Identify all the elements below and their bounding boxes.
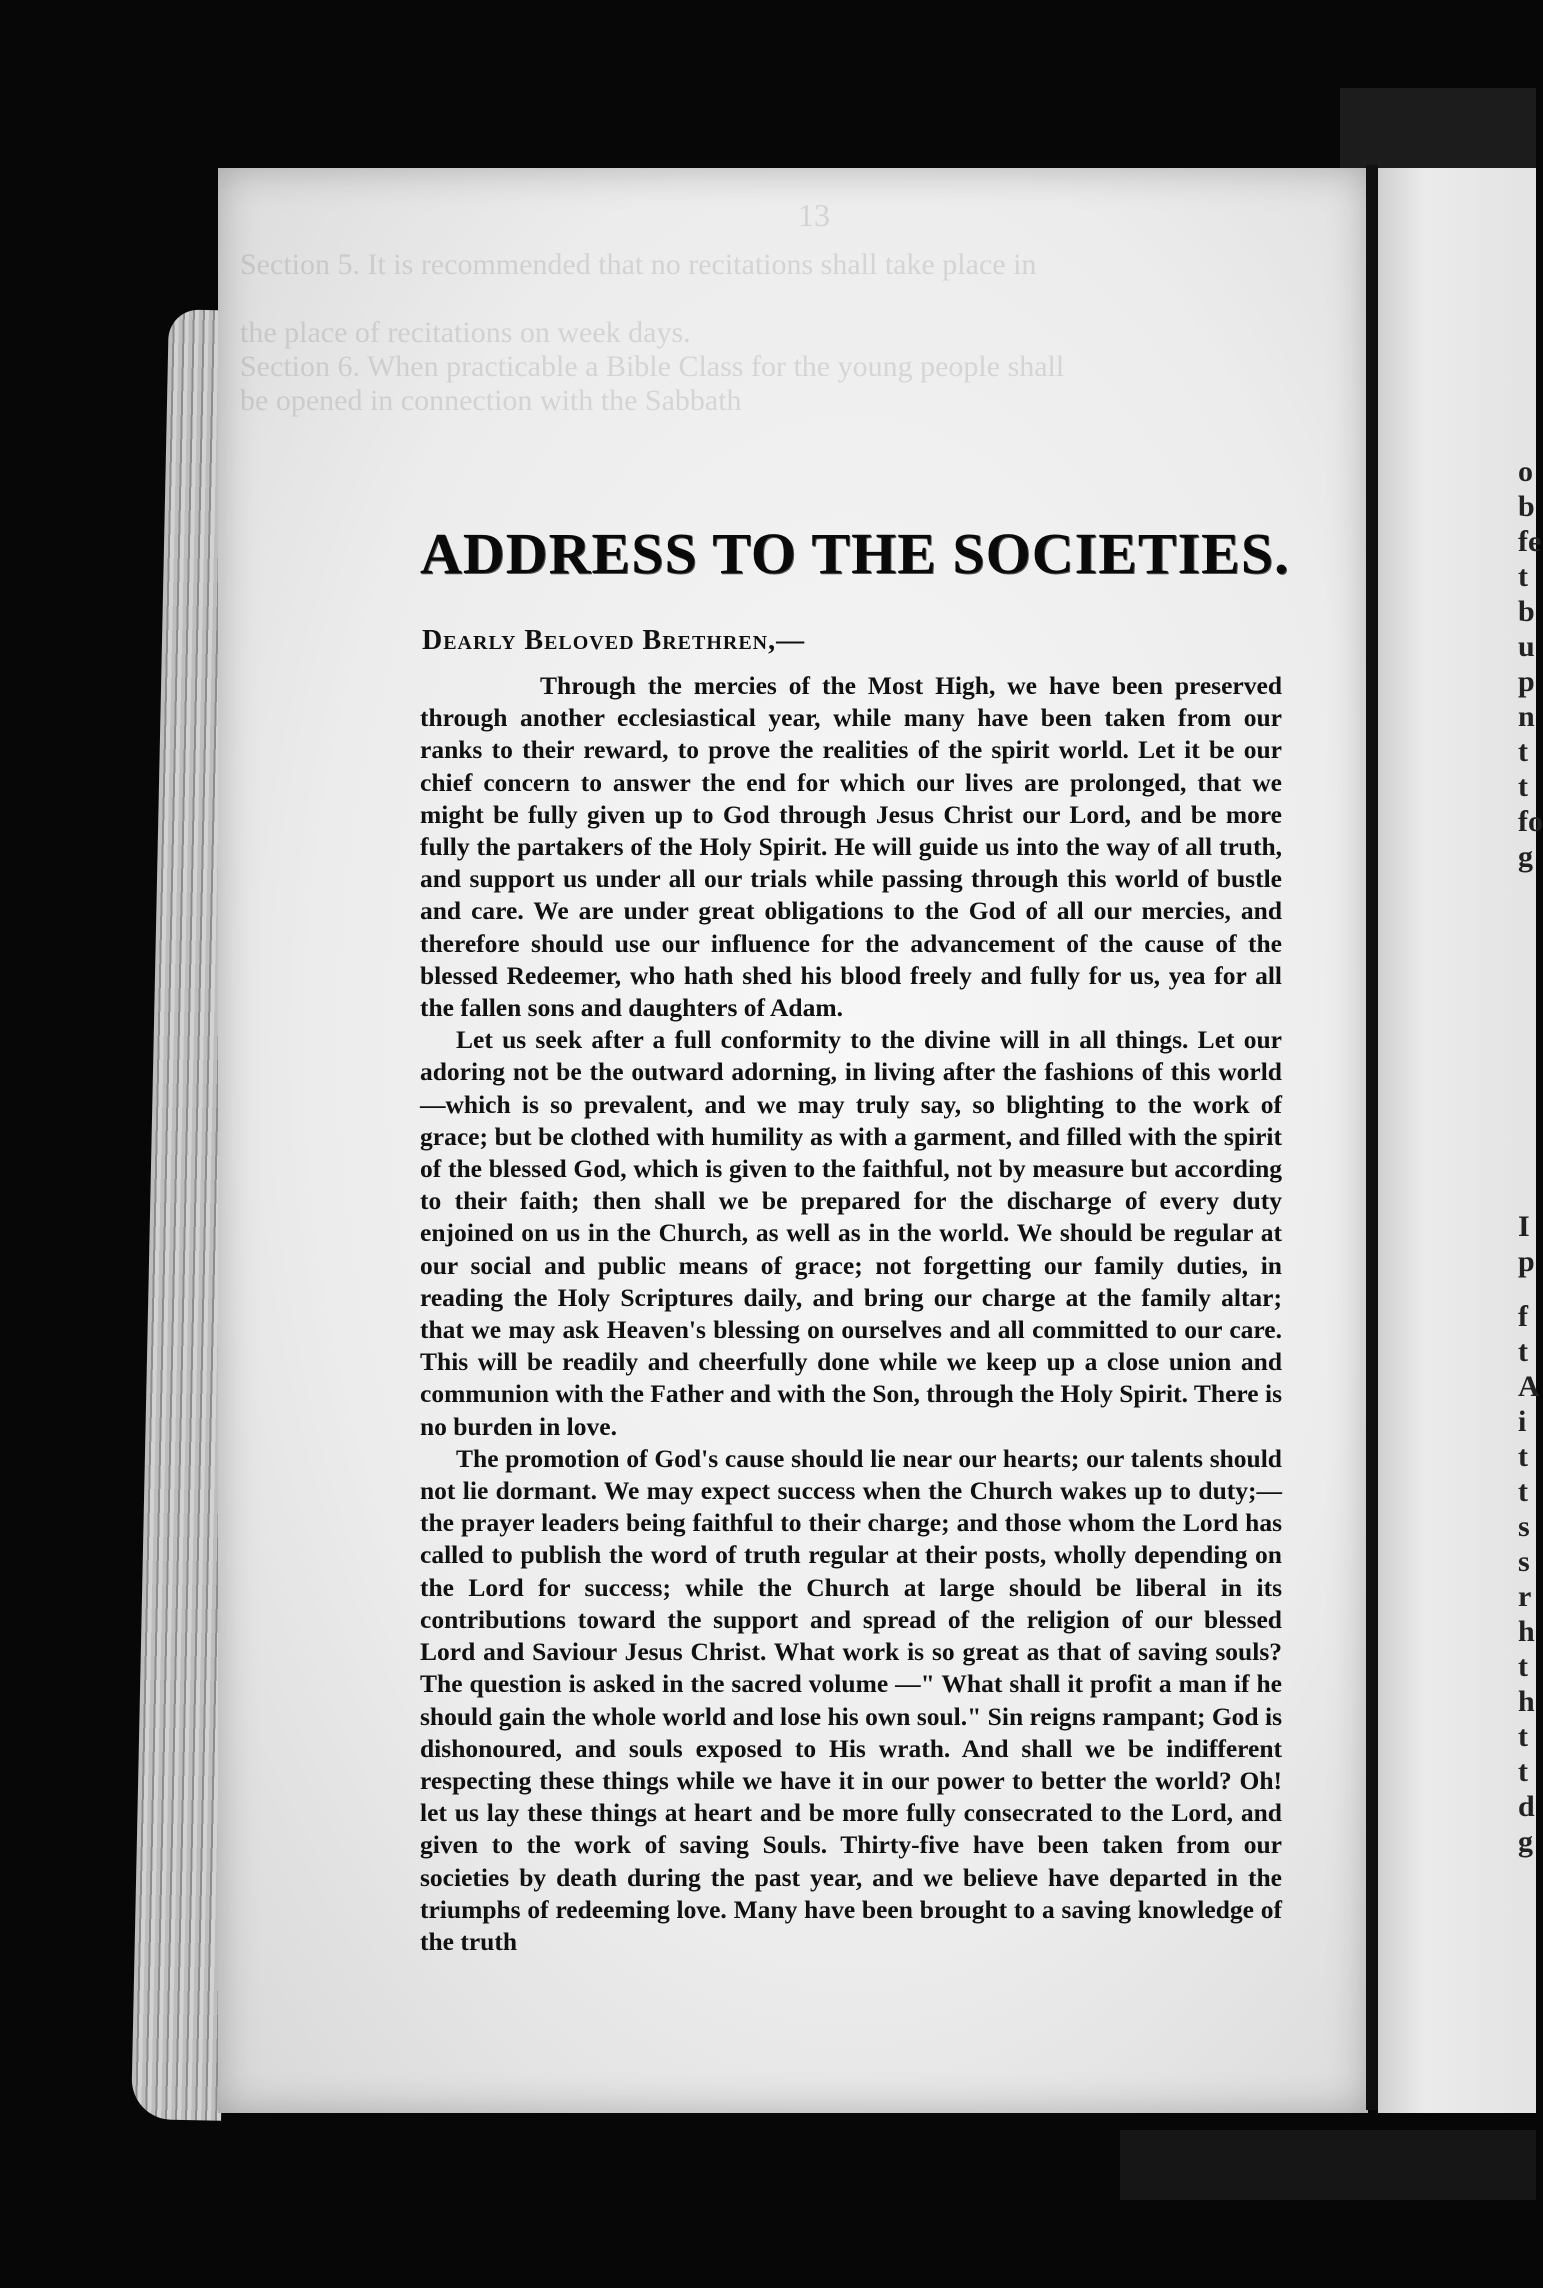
ghost-page-number: 13 <box>798 197 830 233</box>
facing-page-letter: t <box>1518 1650 1528 1683</box>
facing-page-letter: fo <box>1518 805 1543 838</box>
facing-page-letter: fe <box>1518 525 1542 558</box>
facing-page-letter: t <box>1518 560 1528 593</box>
ghost-line: the place of recitations on week days. <box>240 316 691 349</box>
facing-page-letter: u <box>1518 630 1535 663</box>
facing-page-letter: s <box>1518 1510 1530 1543</box>
facing-page-letter: b <box>1518 595 1535 628</box>
facing-page-letter: t <box>1518 1335 1528 1368</box>
facing-page-letter: o <box>1518 455 1533 488</box>
book-gutter <box>1366 165 1378 2110</box>
facing-page-letter: h <box>1518 1615 1535 1648</box>
facing-page-letter: r <box>1518 1580 1532 1613</box>
facing-page-letter: t <box>1518 770 1528 803</box>
paragraph: Through the mercies of the Most High, we have been preserved through another ecclesiastical year, while many have been taken from our ranks to their reward, to prove the realities of the spirit world. Let it be our chief concern to answer the end for which our lives are prolonged, that we might be fully given up to God through Jesus Christ our Lord, and be more fully the partakers of the Holy Spirit. He will guide us into the way of all truth, and support us under all our trials while passing through this world of bustle and care. We are under great obligations to the God of all our mercies, and therefore should use our influence for the advancement of the cause of the blessed Redeemer, who hath shed his blood freely and fully for us, yea for all the fallen sons and daughters of Adam. <box>420 671 1282 1023</box>
ghost-line: be opened in connection with the Sabbath <box>240 384 742 417</box>
facing-page-letter: g <box>1518 1825 1533 1858</box>
facing-page-letter: n <box>1518 700 1535 733</box>
facing-page-letter: I <box>1518 1210 1530 1243</box>
facing-page-edge <box>1378 168 1543 2113</box>
facing-page-letter: f <box>1518 1300 1528 1333</box>
paragraph: The promotion of God's cause should lie near our hearts; our talents should not lie dormant. We may expect success when the Church wakes up to duty;—the prayer leaders being faithful to their charge; and those whom the Lord has called to publish the word of truth regular at their posts, wholly depending on the Lord for success; while the Church at large should be liberal in its contributions toward the support and spread of the religion of our blessed Lord and Saviour Jesus Christ. What work is so great as that of saving souls? The question is asked in the sacred volume —" What shall it profit a man if he should gain the whole world and lose his own soul." Sin reigns rampant; God is dishonoured, and souls exposed to His wrath. And shall we be indifferent respecting these things while we have it in our power to better the world? Oh! let us lay these things at heart and be more fully consecrated to the Lord, and given to the work of saving Souls. Thirty-five have been taken from our societies by death during the past year, and we believe have departed in the triumphs of redeeming love. Many have been brought to a saving knowledge of the truth <box>420 1443 1282 1956</box>
ghost-line: Section 6. When practicable a Bible Class for the young people shall <box>240 350 1065 383</box>
facing-page-letter: p <box>1518 665 1535 698</box>
facing-page-letter: d <box>1518 1790 1535 1823</box>
facing-page-letter: A <box>1518 1370 1540 1403</box>
paragraph: Let us seek after a full conformity to the divine will in all things. Let our adoring not be the outward adorning, in living after the fashions of this world—which is so prevalent, and we may truly say, so blighting to the work of grace; but be clothed with humility as with a garment, and filled with the spirit of the blessed God, which is given to the faithful, not by measure but according to their faith; then shall we be prepared for the discharge of every duty enjoined on us in the Church, as well as in the world. We should be regular at our social and public means of grace; not forgetting our family duties, in reading the Holy Scriptures daily, and bring our charge at the family altar; that we may ask Heaven's blessing on ourselves and all committed to our care. This will be readily and cheerfully done while we keep up a close union and communion with the Father and with the Son, through the Holy Spirit. There is no burden in love. <box>420 1025 1282 1441</box>
facing-page-letter: t <box>1518 1475 1528 1508</box>
facing-page-letter: t <box>1518 1720 1528 1753</box>
facing-page-letter: t <box>1518 1755 1528 1788</box>
body-text <box>420 670 1282 1958</box>
facing-page-letter: i <box>1518 1405 1527 1438</box>
facing-page-letter: h <box>1518 1685 1535 1718</box>
facing-page-letter: g <box>1518 840 1533 873</box>
salutation: Dearly Beloved Brethren,— <box>422 625 806 656</box>
page-title: ADDRESS TO THE SOCIETIES. <box>420 521 1290 586</box>
background-cloth-bottom <box>1120 2130 1536 2200</box>
facing-page-letter: b <box>1518 490 1535 523</box>
ghost-line: Section 5. It is recommended that no recitations shall take place in <box>240 248 1037 281</box>
facing-page-letter: t <box>1518 735 1528 768</box>
background-cloth-top <box>1340 88 1536 168</box>
facing-page-letter: p <box>1518 1245 1535 1278</box>
facing-page-letter: t <box>1518 1440 1528 1473</box>
facing-page-letter: s <box>1518 1545 1530 1578</box>
